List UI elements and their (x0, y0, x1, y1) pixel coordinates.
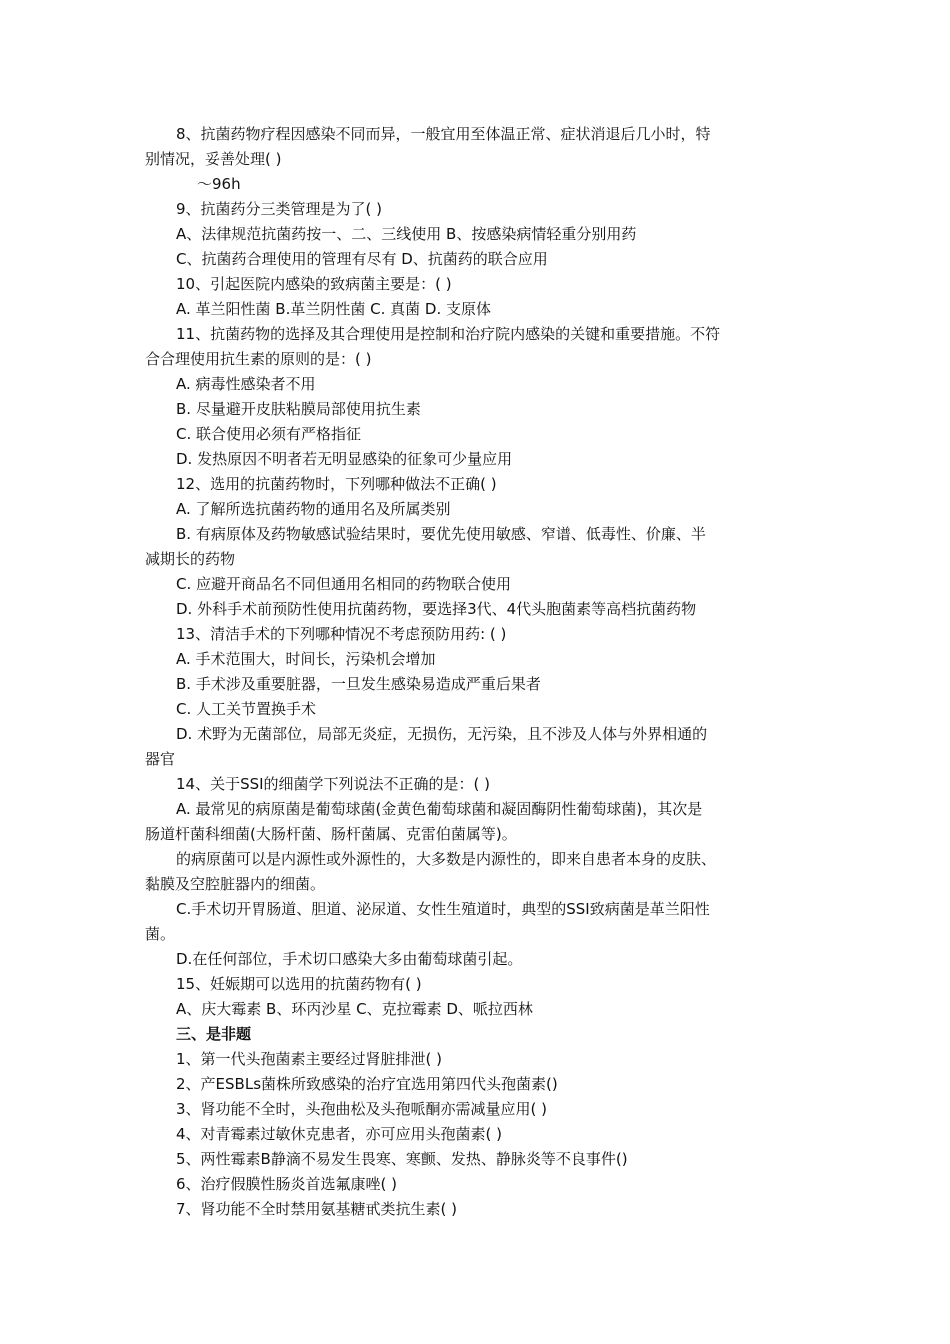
text-line: D.在任何部位，手术切口感染大多由葡萄球菌引起。 (176, 950, 523, 968)
text-line: C. 人工关节置换手术 (176, 700, 317, 718)
document-body (145, 122, 795, 1222)
text-line: C、抗菌药合理使用的管理有尽有 D、抗菌药的联合应用 (176, 250, 548, 268)
text-line: 菌。 (145, 925, 176, 943)
text-line: 合合理使用抗生素的原则的是：( ) (145, 350, 372, 368)
text-line: 15、妊娠期可以选用的抗菌药物有( ) (176, 975, 422, 993)
text-line: 2、产ESBLs菌株所致感染的治疗宜选用第四代头孢菌素() (176, 1075, 558, 1093)
text-line: 肠道杆菌科细菌(大肠杆菌、肠杆菌属、克雷伯菌属等)。 (145, 825, 517, 843)
text-line: C. 应避开商品名不同但通用名相同的药物联合使用 (176, 575, 512, 593)
text-line: 4、对青霉素过敏休克患者，亦可应用头孢菌素( ) (176, 1125, 503, 1143)
text-line: 的病原菌可以是内源性或外源性的，大多数是内源性的，即来自患者本身的皮肤、 (176, 850, 717, 868)
text-line: D. 外科手术前预防性使用抗菌药物，要选择3代、4代头胞菌素等高档抗菌药物 (176, 600, 697, 618)
text-line: A. 了解所选抗菌药物的通用名及所属类别 (176, 500, 451, 518)
text-line: 14、关于SSI的细菌学下列说法不正确的是：( ) (176, 775, 491, 793)
text-line: A. 革兰阳性菌 B.革兰阴性菌 C. 真菌 D. 支原体 (176, 300, 491, 318)
text-line: B. 尽量避开皮肤粘膜局部使用抗生素 (176, 400, 421, 418)
text-line: C.手术切开胃肠道、胆道、泌尿道、女性生殖道时，典型的SSI致病菌是革兰阳性 (176, 900, 710, 918)
text-line: 13、清洁手术的下列哪种情况不考虑预防用药: ( ) (176, 625, 507, 643)
text-line: A. 最常见的病原菌是葡萄球菌(金黄色葡萄球菌和凝固酶阴性葡萄球菌)，其次是 (176, 800, 703, 818)
text-line: D. 术野为无菌部位，局部无炎症，无损伤，无污染，且不涉及人体与外界相通的 (176, 725, 708, 743)
text-line: B. 有病原体及药物敏感试验结果时，要优先使用敏感、窄谱、低毒性、价廉、半 (176, 525, 706, 543)
text-line: ～96h (197, 175, 241, 193)
text-line: 别情况，妥善处理( ) (145, 150, 282, 168)
text-line: 6、治疗假膜性肠炎首选氟康唑( ) (176, 1175, 398, 1193)
section-heading: 三、是非题 (176, 1025, 252, 1043)
text-line: 器官 (145, 750, 176, 768)
text-line: A. 病毒性感染者不用 (176, 375, 316, 393)
text-line: 8、抗菌药物疗程因感染不同而异，一般宜用至体温正常、症状消退后几小时，特 (176, 125, 711, 143)
text-line: 11、抗菌药物的选择及其合理使用是控制和治疗院内感染的关键和重要措施。不符 (176, 325, 721, 343)
text-line: 黏膜及空腔脏器内的细菌。 (145, 875, 326, 893)
text-line: 3、肾功能不全时，头孢曲松及头孢哌酮亦需减量应用( ) (176, 1100, 548, 1118)
text-line: B. 手术涉及重要脏器，一旦发生感染易造成严重后果者 (176, 675, 541, 693)
text-line: 7、肾功能不全时禁用氨基糖甙类抗生素( ) (176, 1200, 458, 1218)
text-line: 1、第一代头孢菌素主要经过肾脏排泄( ) (176, 1050, 443, 1068)
text-line: 减期长的药物 (145, 550, 236, 568)
text-line: D. 发热原因不明者若无明显感染的征象可少量应用 (176, 450, 513, 468)
text-line: 12、选用的抗菌药物时，下列哪种做法不正确( ) (176, 475, 497, 493)
text-line: 5、两性霉素B静滴不易发生畏寒、寒颤、发热、静脉炎等不良事件() (176, 1150, 628, 1168)
text-line: 10、引起医院内感染的致病菌主要是：( ) (176, 275, 452, 293)
text-line: A、法律规范抗菌药按一、二、三线使用 B、按感染病情轻重分别用药 (176, 225, 637, 243)
text-line: C. 联合使用必须有严格指征 (176, 425, 362, 443)
text-line: A. 手术范围大，时间长，污染机会增加 (176, 650, 436, 668)
text-line: A、庆大霉素 B、环丙沙星 C、克拉霉素 D、哌拉西林 (176, 1000, 533, 1018)
text-line: 9、抗菌药分三类管理是为了( ) (176, 200, 383, 218)
